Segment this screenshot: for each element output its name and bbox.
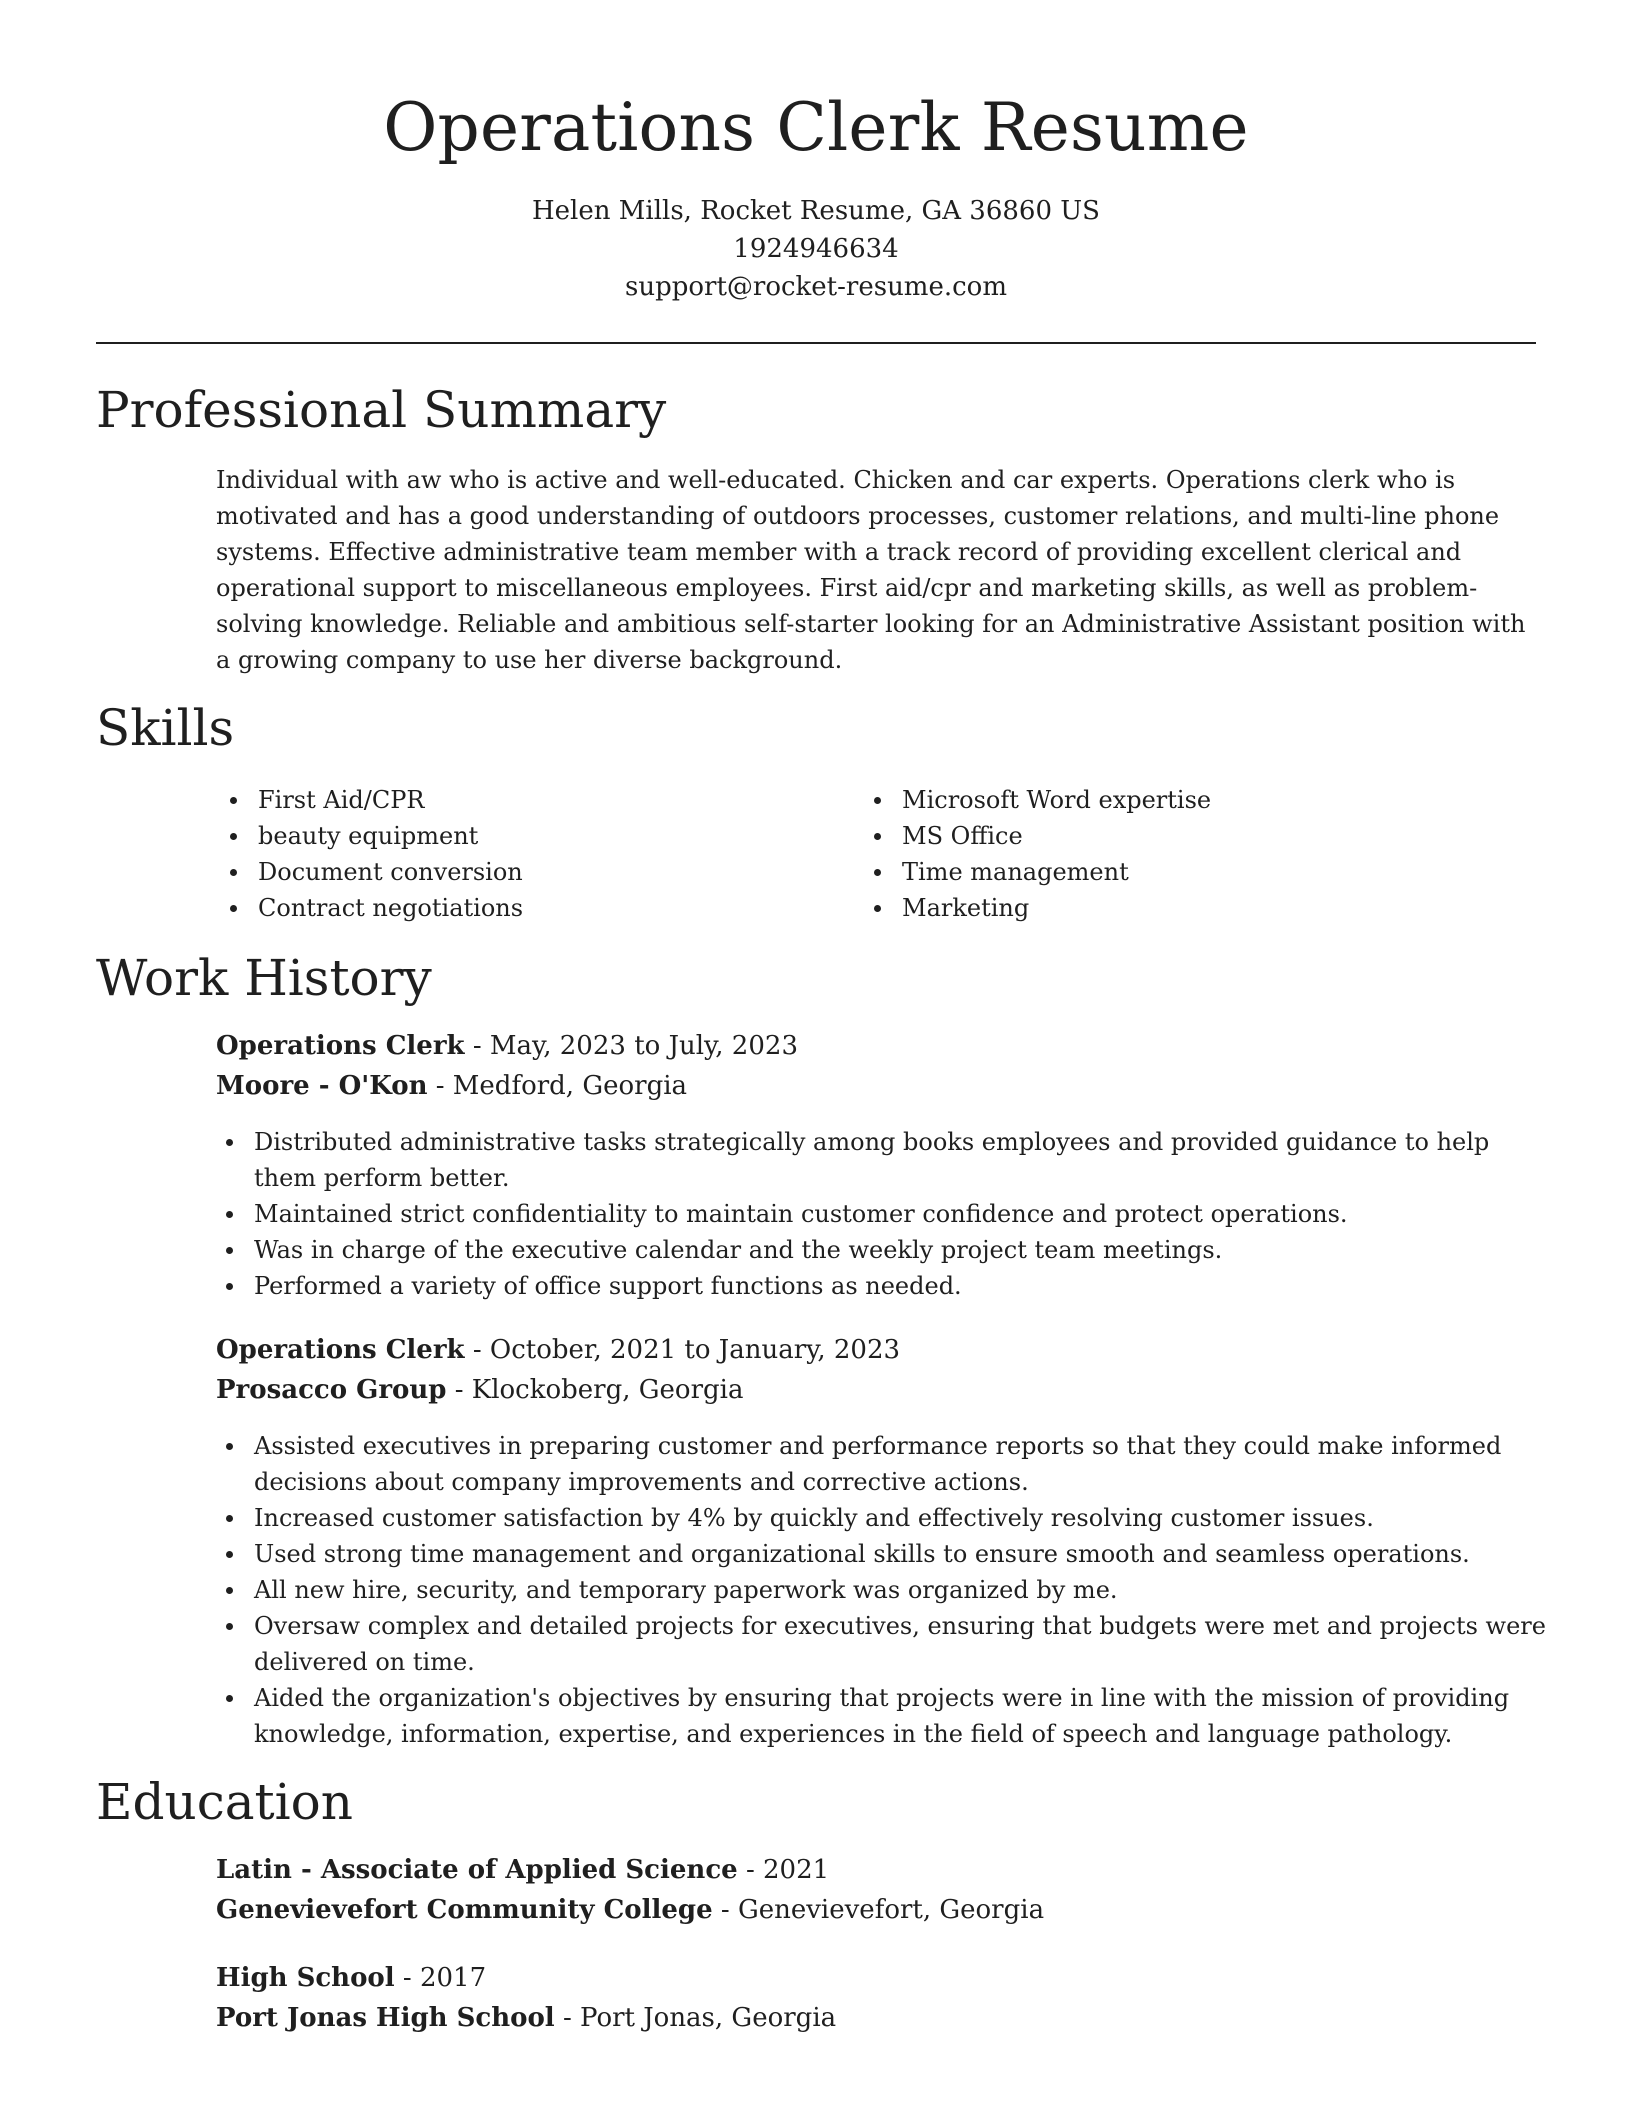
job-company: Moore - O'Kon	[216, 1071, 428, 1101]
education-school-line	[216, 1890, 1546, 1930]
contact-address: Helen Mills, Rocket Resume, GA 36860 US	[532, 196, 1100, 226]
job-duty: Maintained strict confidentiality to maintain customer confidence and protect operations.	[210, 1196, 1546, 1232]
summary-text: Individual with aw who is active and well-educated. Chicken and car experts. Operations clerk who is motivated and has a good understanding of outdoors processes, customer relations, and multi-line phone systems. Effective administrative team member with a track record of providing excellent clerical and operational support to miscellaneous employees. First aid/cpr and marketing skills, as well as problem-solving knowledge. Reliable and ambitious self-starter looking for an Administrative Assistant position with a growing company to use her diverse background.	[216, 466, 1526, 674]
job-duty: Performed a variety of office support functions as needed.	[210, 1268, 1546, 1304]
job-entry	[216, 1330, 1546, 1752]
skill-item: Time management	[858, 854, 1478, 890]
skill-item: beauty equipment	[214, 818, 834, 854]
job-location: - Klockoberg, Georgia	[446, 1375, 744, 1405]
job-duty: Increased customer satisfaction by 4% by quickly and effectively resolving customer issues.	[210, 1500, 1546, 1536]
job-company: Prosacco Group	[216, 1375, 447, 1405]
education-school: Genevievefort Community College	[216, 1895, 713, 1925]
job-duty: Aided the organization's objectives by ensuring that projects were in line with the mission of providing knowledge, information, expertise, and experiences in the field of speech and language pathology.	[210, 1680, 1546, 1752]
education-location: - Genevievefort, Georgia	[712, 1895, 1045, 1925]
job-dates: - May, 2023 to July, 2023	[464, 1031, 798, 1061]
skill-item: First Aid/CPR	[214, 782, 834, 818]
contact-block	[0, 192, 1632, 306]
section-title-summary: Professional Summary	[96, 381, 667, 439]
job-duty: Used strong time management and organizational skills to ensure smooth and seamless operations.	[210, 1536, 1546, 1572]
job-company-line	[216, 1066, 1546, 1106]
job-duty: Was in charge of the executive calendar and the weekly project team meetings.	[210, 1232, 1546, 1268]
skills-column-left	[214, 782, 834, 926]
job-company-line	[216, 1370, 1546, 1410]
skill-item: Microsoft Word expertise	[858, 782, 1478, 818]
job-location: - Medford, Georgia	[427, 1071, 688, 1101]
job-duty: Distributed administrative tasks strategically among books employees and provided guidance to help them perform better.	[210, 1124, 1546, 1196]
job-duties-list	[210, 1428, 1546, 1752]
section-title-work-history: Work History	[96, 949, 432, 1007]
education-degree: Latin - Associate of Applied Science	[216, 1855, 738, 1885]
education-school: Port Jonas High School	[216, 2003, 555, 2033]
section-title-skills: Skills	[96, 699, 235, 757]
contact-phone: 1924946634	[733, 234, 899, 264]
job-title-line	[216, 1026, 1546, 1066]
job-title: Operations Clerk	[216, 1335, 465, 1365]
skill-item: Marketing	[858, 890, 1478, 926]
education-degree-line	[216, 1958, 1546, 1998]
education-year: - 2017	[394, 1963, 487, 1993]
resume-header	[0, 0, 1632, 306]
education-location: - Port Jonas, Georgia	[554, 2003, 837, 2033]
section-title-education: Education	[96, 1773, 353, 1831]
skill-item: Document conversion	[214, 854, 834, 890]
job-duty: All new hire, security, and temporary paperwork was organized by me.	[210, 1572, 1546, 1608]
job-dates: - October, 2021 to January, 2023	[464, 1335, 901, 1365]
job-title-line	[216, 1330, 1546, 1370]
skill-item: MS Office	[858, 818, 1478, 854]
education-degree-line	[216, 1850, 1546, 1890]
job-title: Operations Clerk	[216, 1031, 465, 1061]
education-entry	[216, 1958, 1546, 2038]
job-duty: Oversaw complex and detailed projects for executives, ensuring that budgets were met and projects were delivered on time.	[210, 1608, 1546, 1680]
job-duty: Assisted executives in preparing customer and performance reports so that they could make informed decisions about company improvements and corrective actions.	[210, 1428, 1546, 1500]
resume-title: Operations Clerk Resume	[383, 89, 1249, 166]
skills-list-left	[214, 782, 834, 926]
education-entry	[216, 1850, 1546, 1930]
skills-column-right	[858, 782, 1478, 926]
contact-email: support@rocket-resume.com	[624, 272, 1007, 302]
job-entry	[216, 1026, 1546, 1304]
header-divider	[96, 342, 1536, 344]
education-year: - 2021	[737, 1855, 830, 1885]
skill-item: Contract negotiations	[214, 890, 834, 926]
education-degree: High School	[216, 1963, 395, 1993]
skills-list-right	[858, 782, 1478, 926]
job-duties-list	[210, 1124, 1546, 1304]
education-school-line	[216, 1998, 1546, 2038]
